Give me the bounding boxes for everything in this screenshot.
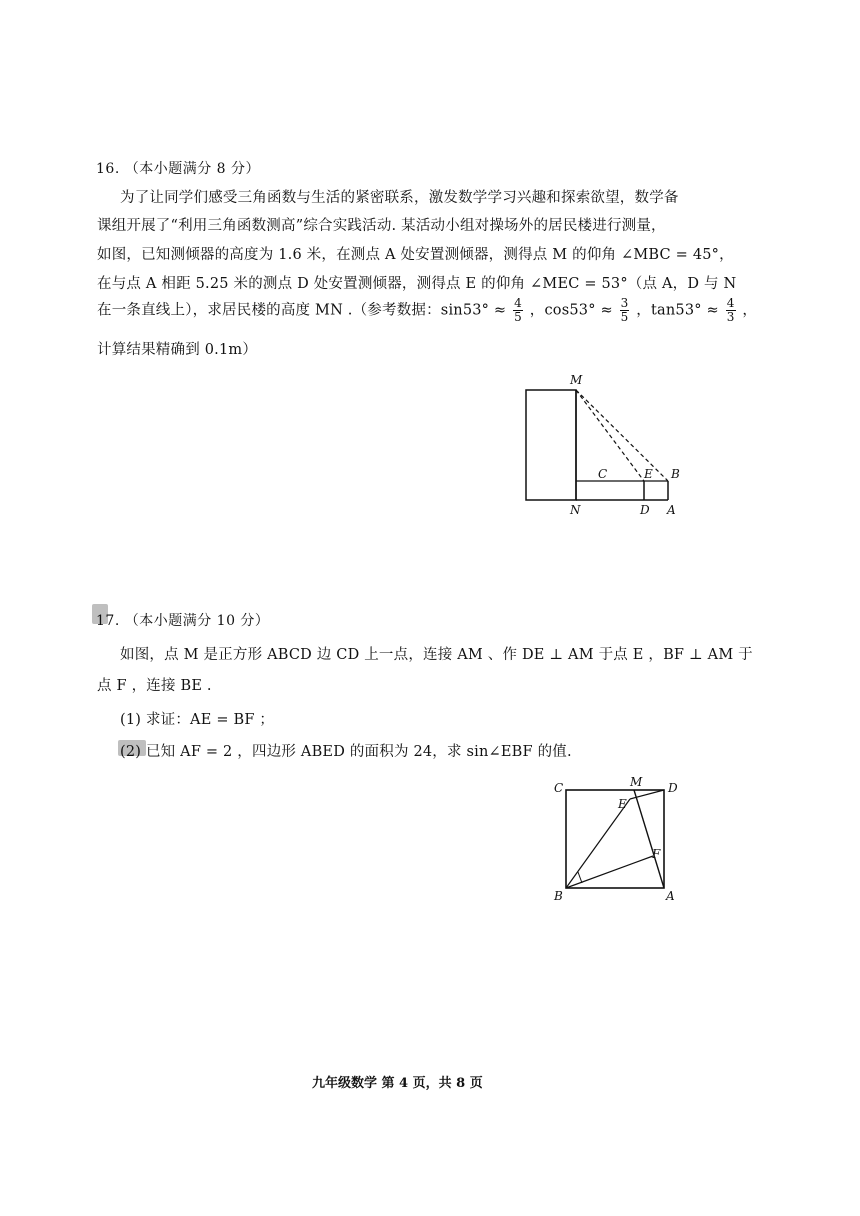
- sin-fraction: $\frac{4}{5}$: [514, 296, 522, 324]
- q16-text-line-6: 计算结果精确到 0.1m）: [97, 342, 258, 358]
- page-footer: 九年级数学 第 4 页，共 8 页: [312, 1076, 483, 1091]
- label-f: F: [652, 847, 661, 861]
- q17-header: 17. （本小题满分 10 分）: [96, 613, 270, 629]
- q17-part-1: (1) 求证：AE = BF ；: [120, 712, 275, 728]
- q17-figure: [548, 772, 688, 907]
- q16-text-line-1: 为了让同学们感受三角函数与生活的紧密联系，激发数学学习兴趣和探索欲望，数学备: [120, 190, 679, 206]
- q17-part-2: (2) 已知 AF = 2 ，四边形 ABED 的面积为 24，求 sin∠EBF 的值.: [120, 744, 572, 760]
- label-c: C: [598, 467, 608, 481]
- building: [526, 390, 576, 500]
- right-angle-mark: [578, 872, 582, 883]
- sight-line-mb: [576, 390, 668, 481]
- q16-text-line-5: [97, 297, 757, 324]
- q16-line5-post: ，: [742, 302, 758, 319]
- label-a: A: [666, 889, 675, 903]
- label-e: E: [644, 467, 653, 481]
- q16-tan-pre: ，tan53° ≈: [636, 302, 719, 319]
- q17-text-line-2: 点 F ，连接 BE .: [97, 678, 212, 694]
- q16-line5-pre: 在一条直线上），求居民楼的高度 MN .（参考数据：sin53° ≈: [97, 302, 507, 319]
- label-b: B: [554, 889, 563, 903]
- q16-text-line-3: 如图，已知测倾器的高度为 1.6 米，在测点 A 处安置测倾器，测得点 M 的仰角 ∠MBC = 45°，: [97, 247, 734, 263]
- segment-am: [634, 790, 664, 888]
- segment-bf: [566, 856, 653, 888]
- label-b: B: [671, 467, 680, 481]
- tan-fraction: $\frac{4}{3}$: [726, 296, 735, 324]
- label-n: N: [570, 503, 581, 517]
- label-m: M: [570, 373, 583, 387]
- label-d: D: [668, 781, 678, 795]
- label-m: M: [630, 775, 643, 789]
- cos-fraction: $\frac{3}{5}$: [620, 296, 629, 324]
- q16-text-line-2: 课组开展了“利用三角函数测高”综合实践活动. 某活动小组对操场外的居民楼进行测量，: [97, 218, 666, 234]
- q16-text-line-4: 在与点 A 相距 5.25 米的测点 D 处安置测倾器，测得点 E 的仰角 ∠MEC = 53°（点 A，D 与 N: [97, 276, 737, 292]
- label-d: D: [640, 503, 650, 517]
- label-a: A: [667, 503, 676, 517]
- segment-be: [566, 799, 630, 888]
- label-c: C: [554, 781, 564, 795]
- q16-figure: [510, 370, 700, 520]
- q16-cos-pre: ，cos53° ≈: [529, 302, 613, 319]
- q17-text-line-1: 如图，点 M 是正方形 ABCD 边 CD 上一点，连接 AM 、作 DE ⊥ AM 于点 E ，BF ⊥ AM 于: [120, 647, 753, 663]
- q16-header: 16. （本小题满分 8 分）: [96, 161, 261, 177]
- sight-line-me: [576, 390, 644, 481]
- label-e: E: [618, 797, 627, 811]
